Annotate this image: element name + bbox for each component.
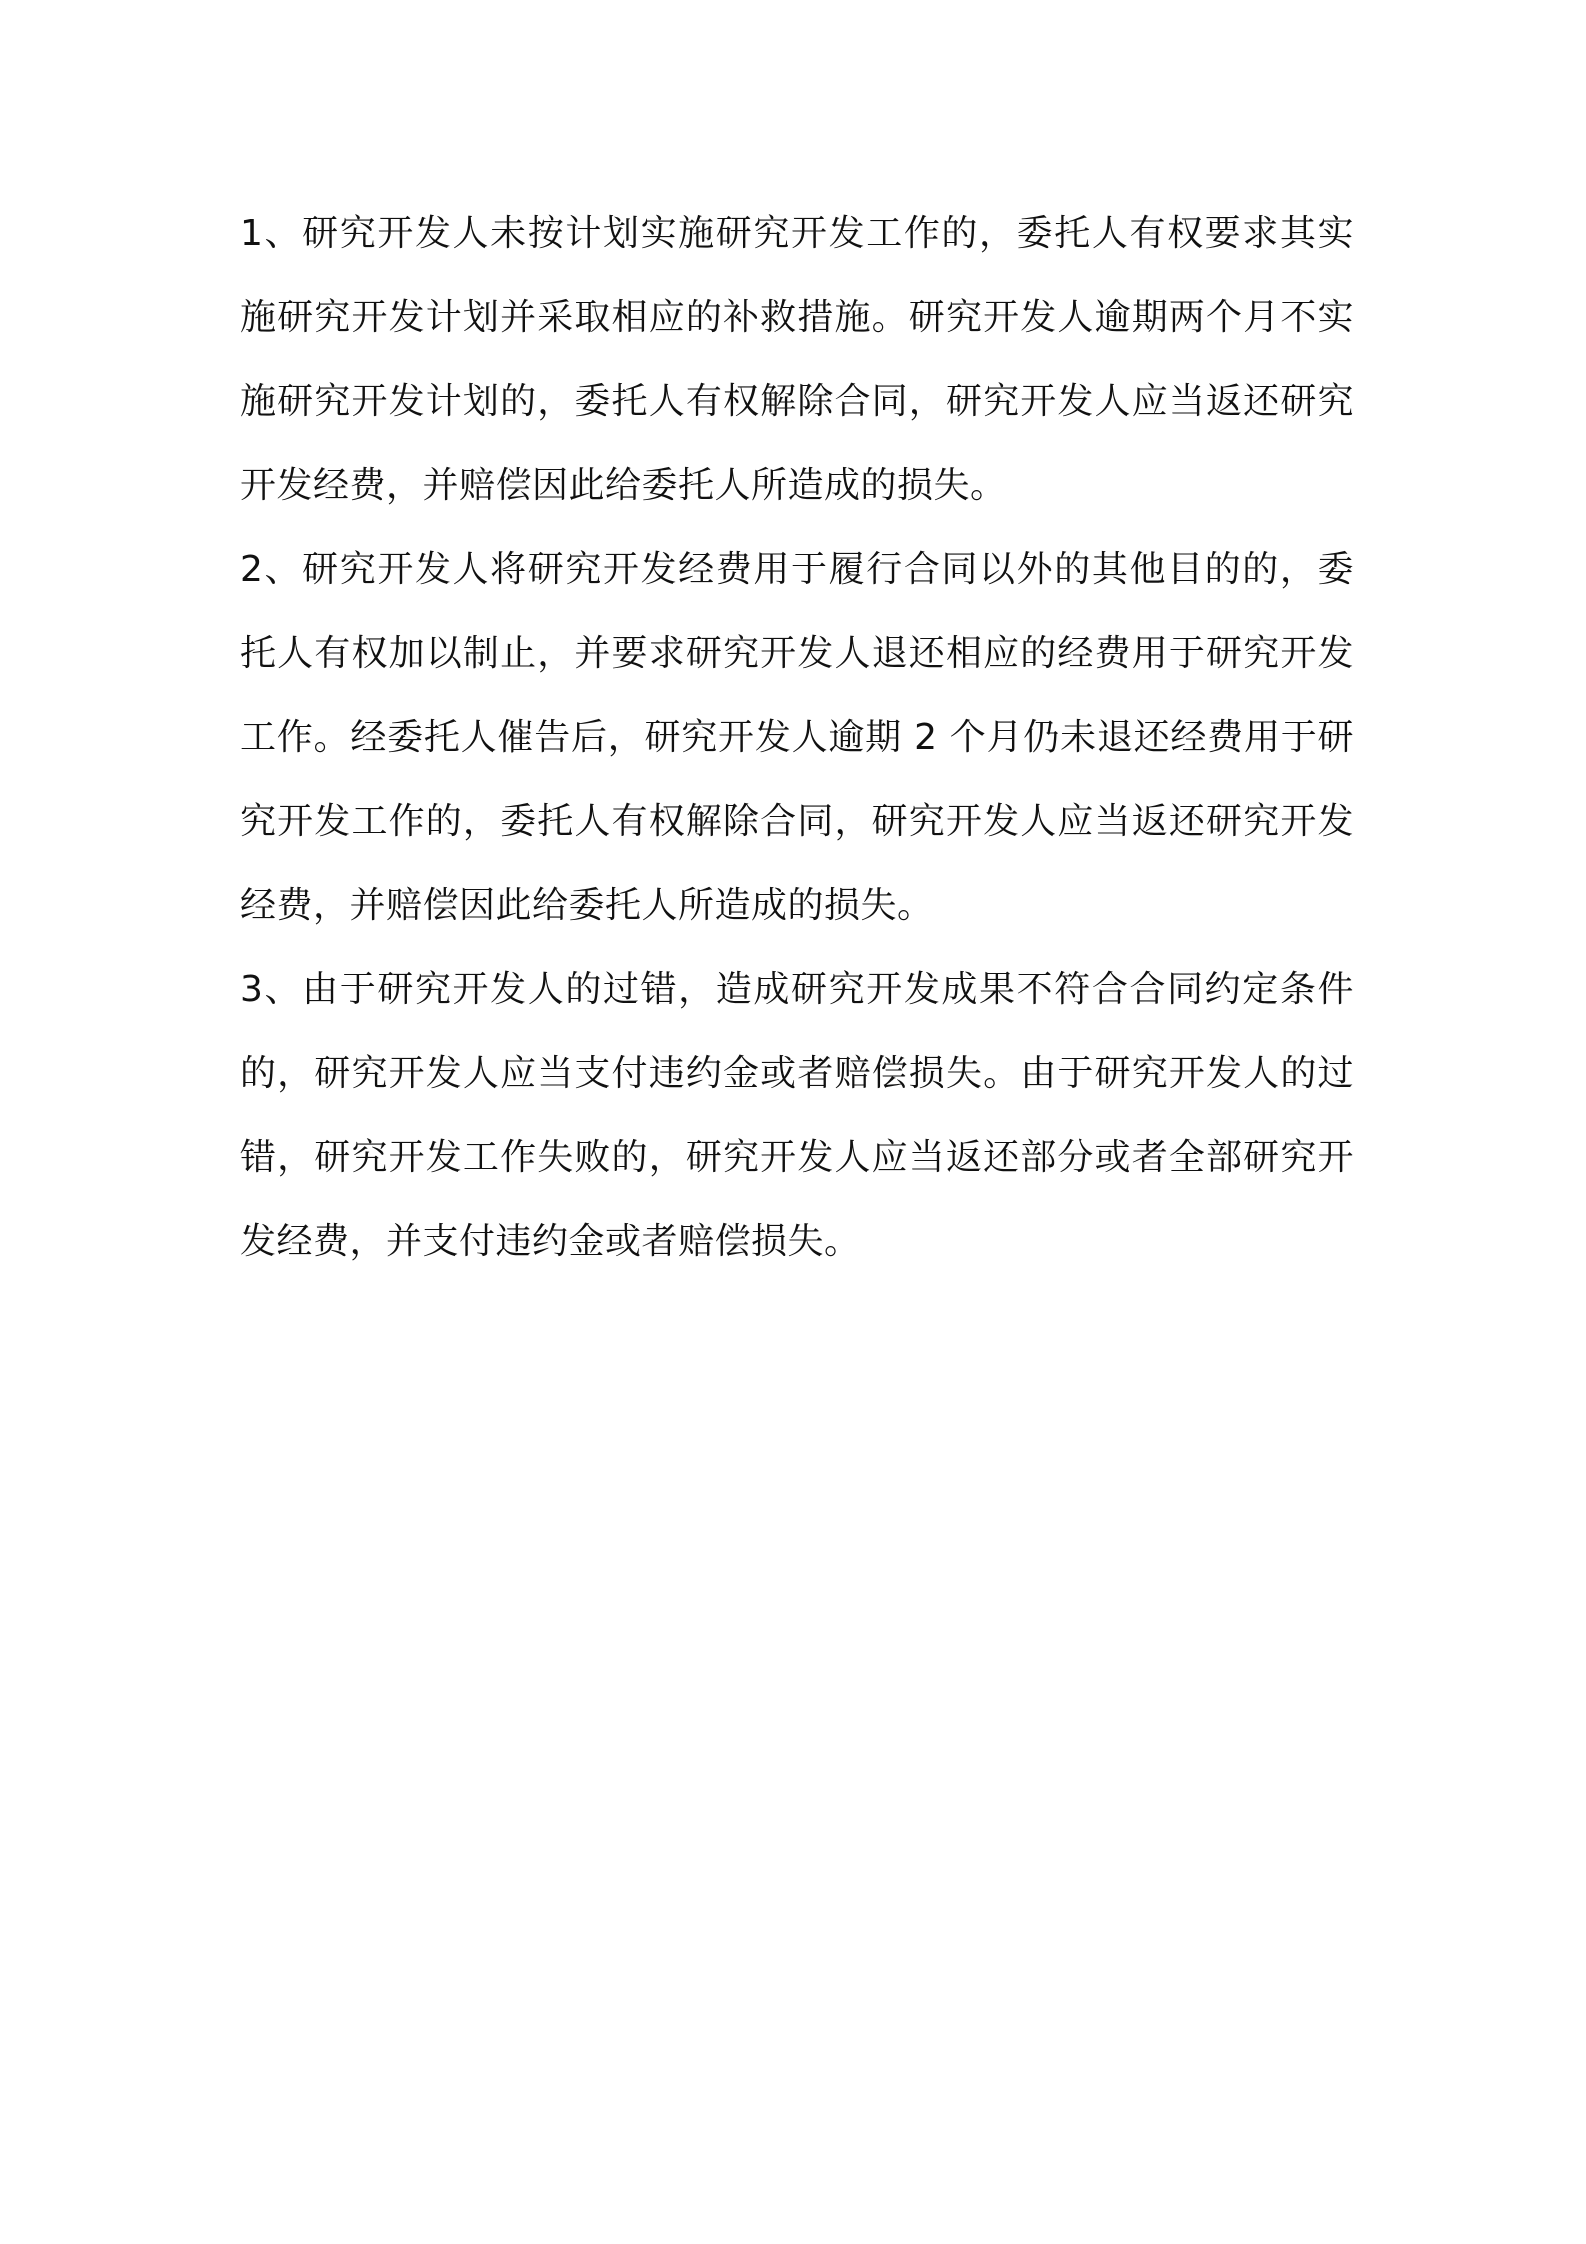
document-body	[240, 192, 1354, 1284]
paragraph-1: 1、研究开发人未按计划实施研究开发工作的，委托人有权要求其实施研究开发计划并采取相应的补救措施。研究开发人逾期两个月不实施研究开发计划的，委托人有权解除合同，研究开发人应当返还研究开发经费，并赔偿因此给委托人所造成的损失。	[240, 213, 1354, 506]
paragraph-3: 3、由于研究开发人的过错，造成研究开发成果不符合合同约定条件的，研究开发人应当支付违约金或者赔偿损失。由于研究开发人的过错，研究开发工作失败的，研究开发人应当返还部分或者全部研究开发经费，并支付违约金或者赔偿损失。	[240, 969, 1354, 1262]
paragraph-2: 2、研究开发人将研究开发经费用于履行合同以外的其他目的的，委托人有权加以制止，并要求研究开发人退还相应的经费用于研究开发工作。经委托人催告后，研究开发人逾期 2 个月仍未退还经费用于研究开发工作的，委托人有权解除合同，研究开发人应当返还研究开发经费，并赔偿因此给委托人所造成的损失。	[240, 549, 1354, 926]
